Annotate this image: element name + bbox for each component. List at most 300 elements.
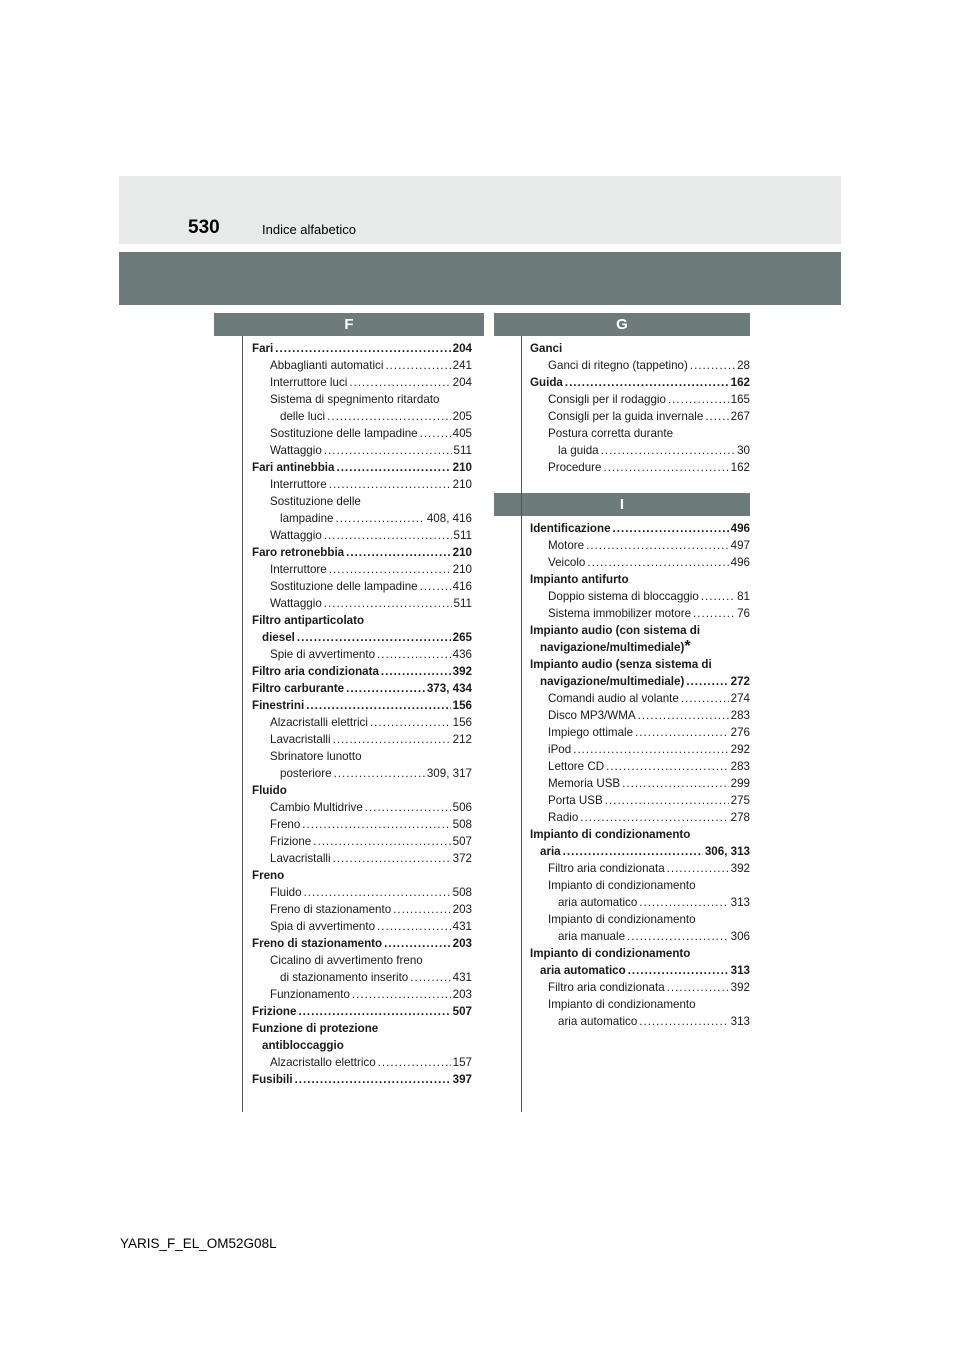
page-reference: 283: [730, 709, 750, 722]
page-reference: 292: [730, 743, 750, 756]
page-reference: 210: [452, 478, 472, 491]
entry-term: Freno: [252, 869, 285, 882]
entry-term: Impianto di condizionamento: [548, 913, 696, 926]
entry-term: Lavacristalli: [270, 852, 331, 865]
column-divider-right: [521, 336, 522, 1112]
page-reference: 416: [452, 580, 472, 593]
index-entry: [530, 758, 750, 775]
index-entry: [252, 765, 472, 782]
entry-term: Freno: [270, 818, 301, 831]
dot-leader: [586, 537, 729, 554]
letter-heading-f: F: [214, 313, 484, 336]
index-entry: [252, 629, 472, 646]
entry-term: lampadine: [280, 512, 334, 525]
entry-term: Wattaggio: [270, 444, 322, 457]
page-reference: 274: [730, 692, 750, 705]
letter-heading-i: I: [494, 493, 750, 516]
page-reference: 265: [452, 631, 472, 644]
dot-leader: [346, 544, 451, 561]
index-entry: [530, 962, 750, 979]
index-entry: [252, 1071, 472, 1088]
entry-term: Alzacristallo elettrico: [270, 1056, 376, 1069]
dot-leader: [302, 816, 450, 833]
index-entry: [530, 860, 750, 877]
entry-term: Consigli per la guida invernale: [548, 410, 704, 423]
index-entry: [530, 690, 750, 707]
entry-term: Funzione di protezione: [252, 1022, 379, 1035]
page-reference: 397: [452, 1073, 472, 1086]
dot-leader: [686, 673, 728, 690]
entry-term: Sbrinatore lunotto: [270, 750, 362, 763]
entry-term: aria automatico: [558, 896, 638, 909]
page-reference: 81: [737, 590, 750, 603]
entry-term: aria manuale: [558, 930, 626, 943]
index-entry: [252, 476, 472, 493]
entry-term: Sistema immobilizer motore: [548, 607, 692, 620]
entry-term: Procedure: [548, 461, 602, 474]
page-number: 530: [188, 217, 220, 238]
index-entries-g: [494, 340, 750, 476]
document-code: YARIS_F_EL_OM52G08L: [120, 1236, 277, 1251]
dot-leader: [295, 1071, 451, 1088]
index-entry: [530, 605, 750, 622]
index-entry: [252, 391, 472, 408]
entry-term: Impianto audio (con sistema di: [530, 624, 701, 637]
index-entry: [252, 697, 472, 714]
entry-term: iPod: [548, 743, 572, 756]
header-band: [119, 176, 841, 244]
page-reference: 511: [453, 529, 472, 542]
dot-leader: [613, 520, 729, 537]
entry-term: Sostituzione delle lampadine: [270, 427, 418, 440]
dot-leader: [693, 605, 735, 622]
dot-leader: [304, 884, 451, 901]
dot-leader: [324, 527, 452, 544]
dot-leader: [381, 663, 451, 680]
dot-leader: [298, 1003, 450, 1020]
index-entry: [252, 663, 472, 680]
index-entry: [252, 680, 472, 697]
page-reference: 306, 313: [704, 845, 750, 858]
index-entry: [252, 714, 472, 731]
page-reference: 431: [452, 920, 472, 933]
entry-term: Wattaggio: [270, 529, 322, 542]
index-entry: [252, 646, 472, 663]
index-entry: [252, 884, 472, 901]
page-reference: 436: [452, 648, 472, 661]
entry-term: Impianto di condizionamento: [530, 828, 691, 841]
page-reference: 156: [452, 699, 472, 712]
entry-term: delle luci: [280, 410, 326, 423]
index-entry: [252, 510, 472, 527]
index-entry: [252, 493, 472, 510]
page-reference: 205: [452, 410, 472, 423]
entry-term: Freno di stazionamento: [270, 903, 392, 916]
page-reference: 306: [730, 930, 750, 943]
dot-leader: [563, 843, 703, 860]
entry-term: navigazione/multimediale): [540, 641, 685, 654]
dot-leader: [393, 901, 450, 918]
index-entry: [530, 622, 750, 639]
index-entry: [252, 918, 472, 935]
page-reference: 507: [452, 1005, 472, 1018]
dot-leader: [324, 595, 452, 612]
page-reference: 210: [452, 461, 472, 474]
entry-term: Filtro carburante: [252, 682, 345, 695]
dot-leader: [346, 680, 425, 697]
dot-leader: [410, 969, 450, 986]
index-entry: [252, 1003, 472, 1020]
page-reference: 278: [730, 811, 750, 824]
dot-leader: [622, 775, 729, 792]
index-entry: [530, 792, 750, 809]
index-entry: [252, 1054, 472, 1071]
entry-term: aria automatico: [558, 1015, 638, 1028]
entry-term: Cicalino di avvertimento freno: [270, 954, 423, 967]
page-reference: 76: [737, 607, 750, 620]
entry-term: Filtro aria condizionata: [548, 981, 665, 994]
page-reference: 309, 317: [426, 767, 472, 780]
index-entry: [530, 340, 750, 357]
dot-leader: [370, 714, 451, 731]
page-reference: 299: [730, 777, 750, 790]
entry-term: Interruttore: [270, 478, 327, 491]
index-entry: [252, 561, 472, 578]
index-entry: [252, 1037, 472, 1054]
index-entry: [530, 928, 750, 945]
page-reference: 162: [730, 376, 750, 389]
entry-term: Sostituzione delle: [270, 495, 361, 508]
dot-leader: [275, 340, 450, 357]
page-reference: 283: [730, 760, 750, 773]
index-entry: [530, 894, 750, 911]
dot-leader: [668, 391, 729, 408]
entry-term: Impianto di condizionamento: [548, 998, 696, 1011]
index-entry: [252, 340, 472, 357]
dot-leader: [327, 408, 451, 425]
page-reference: 508: [452, 886, 472, 899]
dot-leader: [587, 554, 728, 571]
index-column-left: [214, 313, 484, 1088]
entry-term: Funzionamento: [270, 988, 350, 1001]
page-reference: 276: [730, 726, 750, 739]
page-reference: 203: [452, 937, 472, 950]
entry-term: Ganci: [530, 342, 563, 355]
index-entry: [530, 374, 750, 391]
index-entry: [530, 571, 750, 588]
entry-term: Postura corretta durante: [548, 427, 674, 440]
index-entry: [252, 833, 472, 850]
index-entry: [252, 408, 472, 425]
dot-leader: [639, 894, 728, 911]
entry-term: Impianto di condizionamento: [530, 947, 691, 960]
entry-term: Impiego ottimale: [548, 726, 634, 739]
entry-term: Spie di avvertimento: [270, 648, 376, 661]
entry-term: Lavacristalli: [270, 733, 331, 746]
page-reference: 392: [730, 981, 750, 994]
entry-term: Fari: [252, 342, 274, 355]
page-reference: 313: [730, 896, 750, 909]
dot-leader: [627, 928, 729, 945]
entry-term: Porta USB: [548, 794, 603, 807]
index-entry: [252, 782, 472, 799]
index-entry: [252, 850, 472, 867]
entry-term: Interruttore: [270, 563, 327, 576]
index-entry: [530, 945, 750, 962]
dot-leader: [377, 646, 451, 663]
index-entry: [252, 544, 472, 561]
dot-leader: [384, 935, 451, 952]
dot-leader: [628, 962, 729, 979]
index-entry: [530, 408, 750, 425]
page-reference: 313: [730, 1015, 750, 1028]
dot-leader: [306, 697, 450, 714]
entry-term: Cambio Multidrive: [270, 801, 363, 814]
section-title: Indice alfabetico: [262, 222, 356, 237]
entry-term: Lettore CD: [548, 760, 605, 773]
index-entry: [530, 1013, 750, 1030]
index-entry: [530, 459, 750, 476]
entry-term: Spia di avvertimento: [270, 920, 376, 933]
page-reference: 506: [452, 801, 472, 814]
index-entry: [252, 731, 472, 748]
entry-term: aria: [540, 845, 561, 858]
index-entry: [252, 799, 472, 816]
entry-term: Filtro antiparticolato: [252, 614, 365, 627]
dot-leader: [565, 374, 729, 391]
index-entry: [530, 724, 750, 741]
entry-term: Impianto di condizionamento: [548, 879, 696, 892]
dot-leader: [705, 408, 728, 425]
page-reference: 511: [453, 597, 472, 610]
entry-term: Memoria USB: [548, 777, 621, 790]
entry-term: navigazione/multimediale): [540, 675, 685, 688]
entry-term: diesel: [262, 631, 295, 644]
entry-term: Freno di stazionamento: [252, 937, 383, 950]
index-entry: [252, 816, 472, 833]
page-reference: 392: [452, 665, 472, 678]
entry-term: Motore: [548, 539, 585, 552]
dot-leader: [604, 459, 729, 476]
index-entry: [252, 442, 472, 459]
entry-term: Wattaggio: [270, 597, 322, 610]
dot-leader: [638, 707, 729, 724]
entry-term: antibloccaggio: [262, 1039, 344, 1052]
index-entry: [530, 520, 750, 537]
dot-leader: [333, 731, 451, 748]
dot-leader: [639, 1013, 728, 1030]
page-reference: 405: [452, 427, 472, 440]
index-entry: [252, 867, 472, 884]
index-entry: [252, 969, 472, 986]
index-entries-f: [214, 340, 472, 1088]
index-entry: [252, 935, 472, 952]
index-entry: [252, 459, 472, 476]
dot-leader: [420, 578, 451, 595]
page-reference: 267: [730, 410, 750, 423]
page-reference: 212: [452, 733, 472, 746]
entry-term: Alzacristalli elettrici: [270, 716, 368, 729]
page-reference: 392: [730, 862, 750, 875]
index-entry: [252, 901, 472, 918]
page-reference: 165: [730, 393, 750, 406]
index-entry: [252, 612, 472, 629]
index-entry: [530, 391, 750, 408]
index-entry: [530, 775, 750, 792]
dot-leader: [329, 476, 451, 493]
dot-leader: [635, 724, 729, 741]
entry-term: Fluido: [252, 784, 287, 797]
index-entry: [530, 425, 750, 442]
entry-term: Sostituzione delle lampadine: [270, 580, 418, 593]
index-entry: [530, 656, 750, 673]
dot-leader: [297, 629, 451, 646]
index-entry: [252, 595, 472, 612]
index-entry: [530, 843, 750, 860]
letter-heading-g: G: [494, 313, 750, 336]
dot-leader: [336, 510, 425, 527]
dot-leader: [324, 442, 452, 459]
entry-term: Impianto audio (senza sistema di: [530, 658, 712, 671]
page-reference: 156: [452, 716, 472, 729]
index-entry: [530, 673, 750, 690]
index-entry: [252, 425, 472, 442]
index-entry: [530, 357, 750, 374]
dot-leader: [329, 561, 451, 578]
page-reference: 511: [453, 444, 472, 457]
dot-leader: [580, 809, 728, 826]
index-entry: [252, 748, 472, 765]
page-reference: 496: [730, 556, 750, 569]
entry-term: Guida: [530, 376, 563, 389]
decorative-band: [119, 252, 841, 305]
page-reference: 313: [730, 964, 750, 977]
entry-term: Fusibili: [252, 1073, 293, 1086]
entry-term: Frizione: [270, 835, 312, 848]
index-entry: navigazione/multimediale) *: [540, 638, 691, 655]
entry-term: Fari antinebbia: [252, 461, 335, 474]
entry-term: Consigli per il rodaggio: [548, 393, 666, 406]
index-entry: [530, 979, 750, 996]
index-column-right: [494, 313, 750, 1030]
entry-term: Identificazione: [530, 522, 611, 535]
page-reference: 507: [452, 835, 472, 848]
entry-term: Veicolo: [548, 556, 586, 569]
dot-leader: [385, 357, 450, 374]
dot-leader: [606, 758, 729, 775]
entry-term: Faro retronebbia: [252, 546, 345, 559]
entry-term: la guida: [558, 444, 599, 457]
page-reference: 373, 434: [426, 682, 472, 695]
dot-leader: [573, 741, 728, 758]
entry-term: Finestrini: [252, 699, 305, 712]
index-entry: [530, 537, 750, 554]
dot-leader: [333, 850, 451, 867]
page-reference: 508: [452, 818, 472, 831]
dot-leader: [667, 860, 729, 877]
entry-term: aria automatico: [540, 964, 626, 977]
dot-leader: [377, 918, 451, 935]
entry-term: posteriore: [280, 767, 332, 780]
entry-term: Impianto antifurto: [530, 573, 629, 586]
page-reference: 210: [452, 546, 472, 559]
index-entry: [530, 588, 750, 605]
index-entry: [530, 911, 750, 928]
page-reference: 204: [452, 342, 472, 355]
dot-leader: [336, 459, 450, 476]
entry-term: Frizione: [252, 1005, 297, 1018]
entry-term: Comandi audio al volante: [548, 692, 679, 705]
entry-term: Abbaglianti automatici: [270, 359, 384, 372]
index-entry: [530, 996, 750, 1013]
dot-leader: [605, 792, 729, 809]
dot-leader: [352, 986, 451, 1003]
index-entry: [252, 374, 472, 391]
page-reference: 157: [452, 1056, 472, 1069]
index-entry: [530, 809, 750, 826]
page-reference: 28: [737, 359, 750, 372]
index-entry: [252, 357, 472, 374]
index-entry: [252, 578, 472, 595]
index-entry: [530, 707, 750, 724]
dot-leader: [313, 833, 450, 850]
index-entry: [252, 986, 472, 1003]
page-reference: 496: [730, 522, 750, 535]
dot-leader: [365, 799, 451, 816]
dot-leader: [690, 357, 735, 374]
dot-leader: [601, 442, 735, 459]
entry-term: Sistema di spegnimento ritardato: [270, 393, 440, 406]
index-entries-i: [494, 520, 750, 1030]
page-reference: 30: [737, 444, 750, 457]
column-divider-left: [242, 336, 243, 1112]
dot-leader: [420, 425, 451, 442]
page-reference: 408, 416: [426, 512, 472, 525]
page-reference: 272: [730, 675, 750, 688]
index-entry: [530, 741, 750, 758]
dot-leader: [349, 374, 450, 391]
index-entry: [530, 877, 750, 894]
entry-term: Filtro aria condizionata: [252, 665, 379, 678]
page-reference: 204: [452, 376, 472, 389]
dot-leader: [378, 1054, 451, 1071]
entry-term: Disco MP3/WMA: [548, 709, 636, 722]
dot-leader: [701, 588, 735, 605]
page-reference: 203: [452, 903, 472, 916]
entry-term: Fluido: [270, 886, 302, 899]
page-reference: 431: [452, 971, 472, 984]
dot-leader: [681, 690, 729, 707]
page-reference: 372: [452, 852, 472, 865]
entry-term: Radio: [548, 811, 579, 824]
page-reference: 210: [452, 563, 472, 576]
index-entry: [530, 554, 750, 571]
entry-term: Filtro aria condizionata: [548, 862, 665, 875]
entry-term: di stazionamento inserito: [280, 971, 409, 984]
index-entry: [530, 826, 750, 843]
dot-leader: [334, 765, 425, 782]
page-reference: 203: [452, 988, 472, 1001]
entry-term: Ganci di ritegno (tappetino): [548, 359, 688, 372]
page-reference: 497: [730, 539, 750, 552]
dot-leader: [667, 979, 729, 996]
index-entry: [252, 952, 472, 969]
page-reference: 241: [452, 359, 472, 372]
page-reference: 162: [730, 461, 750, 474]
index-entry: [530, 442, 750, 459]
entry-term: Doppio sistema di bloccaggio: [548, 590, 699, 603]
page-reference: 275: [730, 794, 750, 807]
